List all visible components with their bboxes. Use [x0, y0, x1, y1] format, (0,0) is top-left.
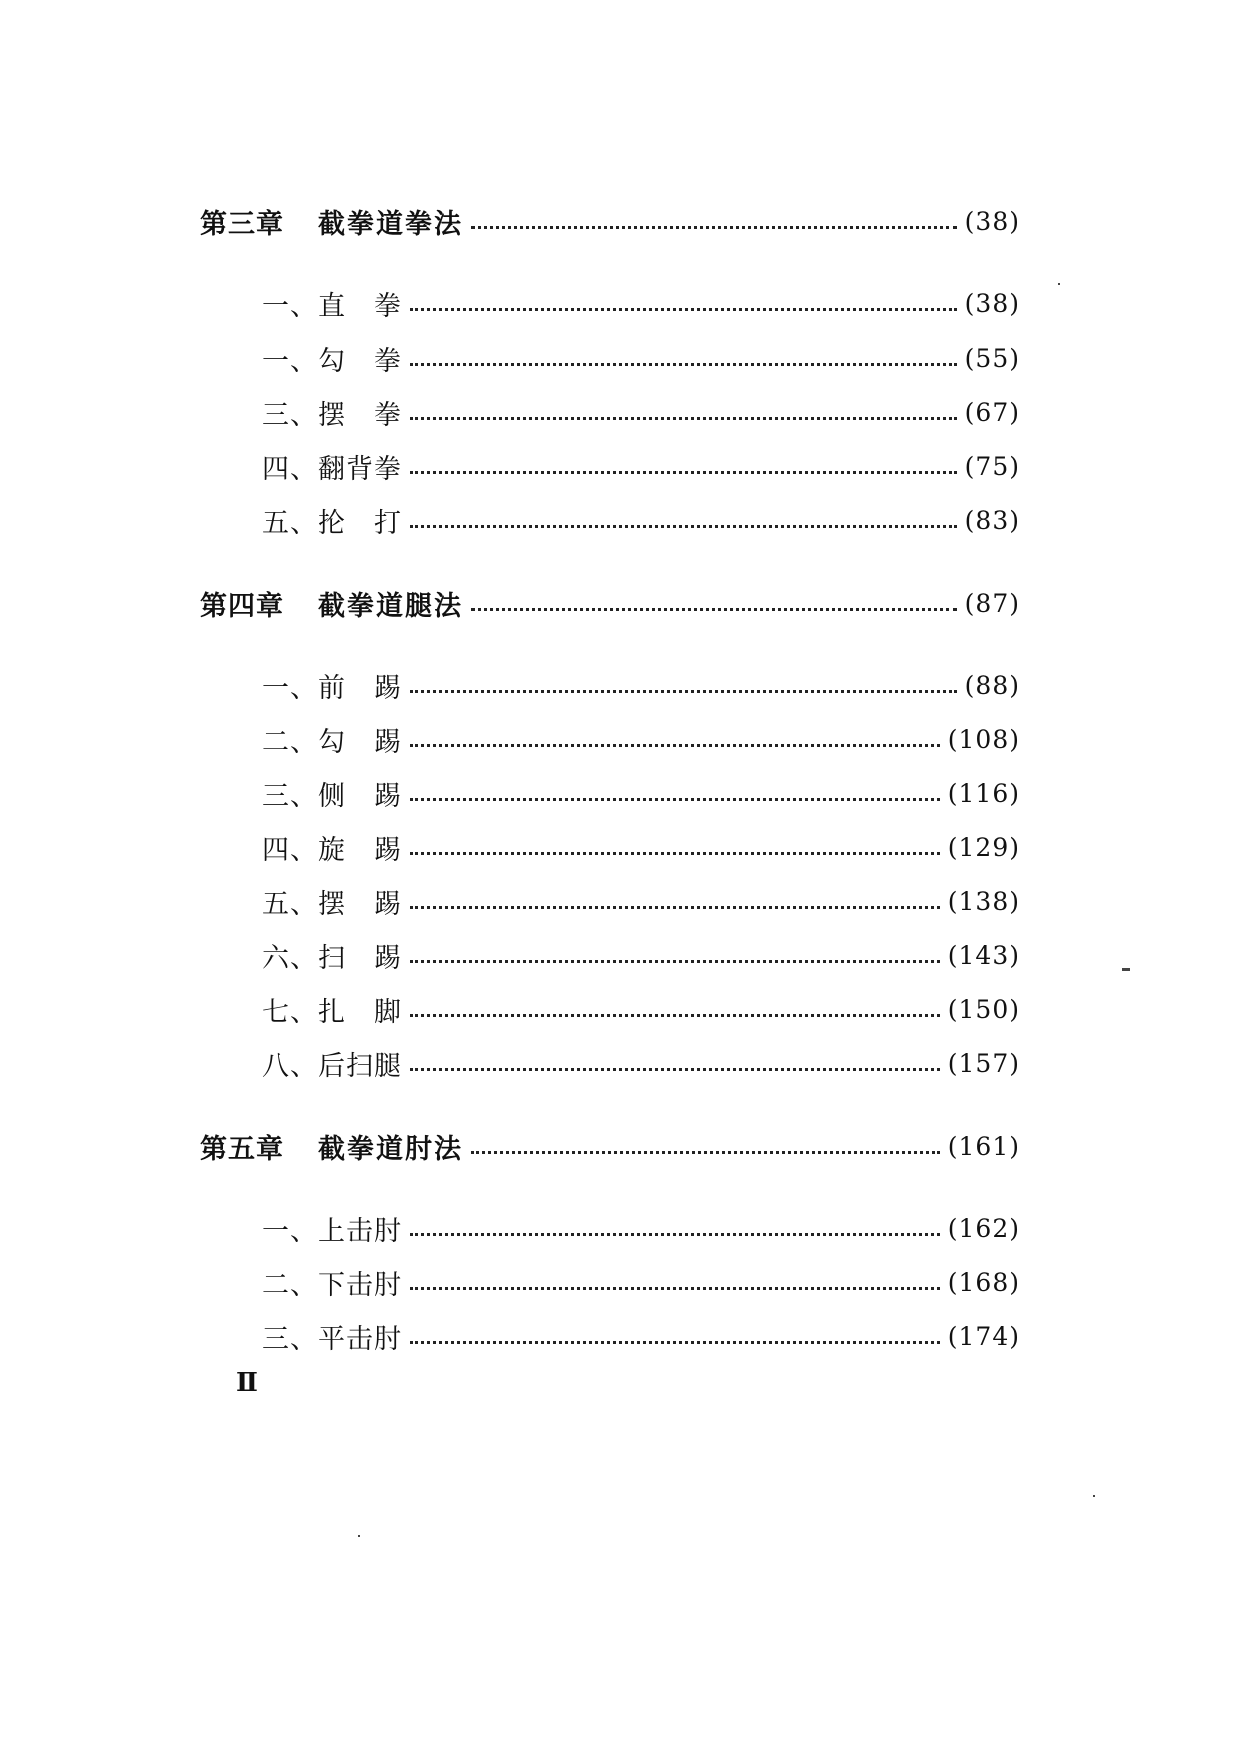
chapter-title: 截拳道肘法: [318, 1133, 463, 1165]
dot-leader: [410, 308, 957, 311]
page-number: (75): [964, 451, 1020, 481]
entry-label: 四、翻背拳: [262, 453, 402, 485]
dot-leader: [410, 1068, 940, 1071]
toc-entry[interactable]: [262, 280, 1020, 326]
page-number: (116): [947, 778, 1020, 808]
toc-entry[interactable]: [262, 443, 1020, 489]
scan-speck: [358, 1535, 360, 1537]
dot-leader: [471, 608, 957, 611]
page-number: (88): [964, 670, 1020, 700]
chapter-number: 第四章: [200, 590, 284, 622]
page-number: (67): [964, 397, 1020, 427]
dot-leader: [410, 363, 957, 366]
dot-leader: [410, 1287, 940, 1290]
entry-label: 一、上击肘: [262, 1215, 402, 1247]
page-number: (157): [947, 1048, 1020, 1078]
toc-entry[interactable]: [262, 1259, 1020, 1305]
page-number: (150): [947, 994, 1020, 1024]
dot-leader: [410, 960, 940, 963]
entry-label: 五、摆 踢: [262, 888, 402, 920]
page-number: (83): [964, 505, 1020, 535]
toc-entry[interactable]: [262, 497, 1020, 543]
page-number: (168): [947, 1267, 1020, 1297]
toc-entry[interactable]: [262, 770, 1020, 816]
page-number: (129): [947, 832, 1020, 862]
entry-label: 一、直 拳: [262, 290, 402, 322]
entry-label: 四、旋 踢: [262, 834, 402, 866]
page-number: (87): [964, 588, 1020, 618]
entry-label: 八、后扫腿: [262, 1050, 402, 1082]
dot-leader: [410, 798, 940, 801]
page-number: (162): [947, 1213, 1020, 1243]
entry-label: 三、侧 踢: [262, 780, 402, 812]
toc-entry[interactable]: [262, 986, 1020, 1032]
toc-chapter-3[interactable]: [200, 198, 1020, 244]
dot-leader: [471, 226, 957, 229]
entry-label: 一、勾 拳: [262, 345, 402, 377]
dot-leader: [410, 690, 957, 693]
entry-label: 五、抡 打: [262, 507, 402, 539]
folio-page-number: Ⅱ: [236, 1368, 258, 1398]
chapter-title: 截拳道拳法: [318, 208, 463, 240]
dot-leader: [410, 1341, 940, 1344]
toc-entry[interactable]: [262, 335, 1020, 381]
page-number: (108): [947, 724, 1020, 754]
dot-leader: [410, 417, 957, 420]
dot-leader: [410, 744, 940, 747]
entry-label: 六、扫 踢: [262, 942, 402, 974]
toc-entry[interactable]: [262, 932, 1020, 978]
toc-entry[interactable]: [262, 1040, 1020, 1086]
entry-label: 二、下击肘: [262, 1269, 402, 1301]
entry-label: 二、勾 踢: [262, 726, 402, 758]
scan-speck: [1058, 283, 1060, 285]
dot-leader: [410, 1014, 940, 1017]
dot-leader: [410, 471, 957, 474]
toc-entry[interactable]: [262, 878, 1020, 924]
page-number: (138): [947, 886, 1020, 916]
dot-leader: [410, 525, 957, 528]
scan-speck: [1093, 1495, 1095, 1497]
toc-entry[interactable]: [262, 1205, 1020, 1251]
chapter-number: 第三章: [200, 208, 284, 240]
dot-leader: [410, 852, 940, 855]
dot-leader: [471, 1151, 940, 1154]
page-number: (38): [964, 206, 1020, 236]
page-number: (143): [947, 940, 1020, 970]
toc-entry[interactable]: [262, 1313, 1020, 1359]
page-number: (174): [947, 1321, 1020, 1351]
entry-label: 一、前 踢: [262, 672, 402, 704]
scan-speck: [1122, 968, 1130, 971]
toc-chapter-5[interactable]: [200, 1123, 1020, 1169]
toc-entry[interactable]: [262, 824, 1020, 870]
chapter-number: 第五章: [200, 1133, 284, 1165]
toc-chapter-4[interactable]: [200, 580, 1020, 626]
dot-leader: [410, 906, 940, 909]
dot-leader: [410, 1233, 940, 1236]
page-number: (38): [964, 288, 1020, 318]
toc-entry[interactable]: [262, 389, 1020, 435]
page-number: (161): [947, 1131, 1020, 1161]
entry-label: 三、摆 拳: [262, 399, 402, 431]
toc-entry[interactable]: [262, 662, 1020, 708]
chapter-title: 截拳道腿法: [318, 590, 463, 622]
entry-label: 三、平击肘: [262, 1323, 402, 1355]
page-number: (55): [964, 343, 1020, 373]
entry-label: 七、扎 脚: [262, 996, 402, 1028]
toc-entry[interactable]: [262, 716, 1020, 762]
